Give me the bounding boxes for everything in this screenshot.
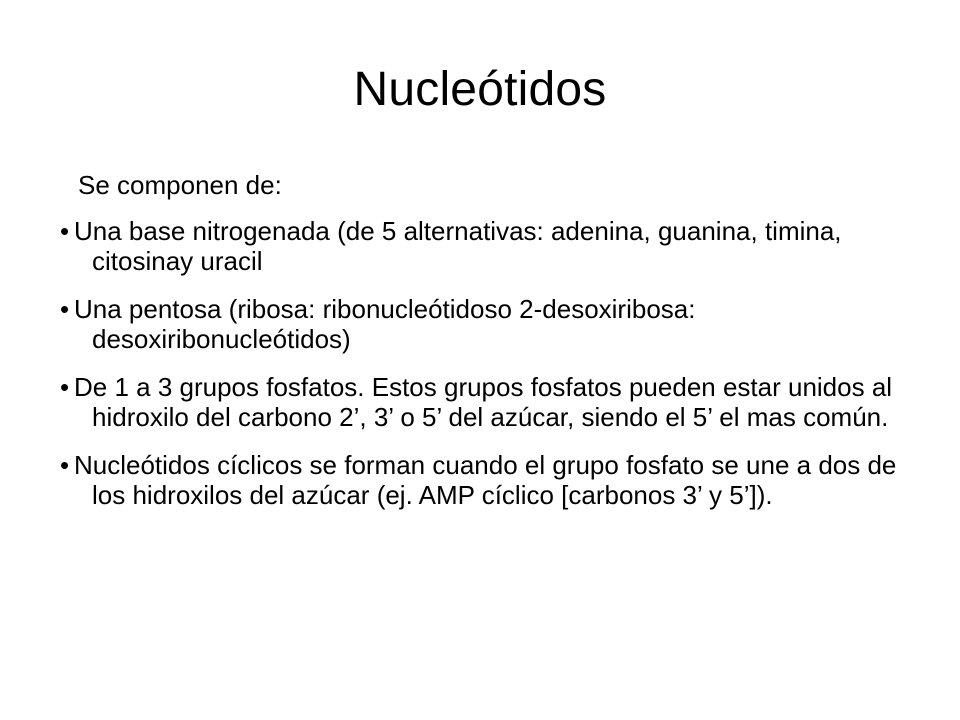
bullet-text: Una pentosa (ribosa: ribonucleótidoso 2-desoxiribosa: desoxiribonucleótidos) — [74, 294, 696, 354]
bullet-item-base — [60, 216, 920, 276]
bullet-marker-icon: • — [60, 450, 70, 480]
bullet-item-cyclic — [60, 450, 920, 510]
bullet-item-phosphates — [60, 372, 920, 432]
slide-title: Nucleótidos — [353, 63, 607, 116]
bullet-item-pentose — [60, 294, 920, 354]
intro-text: Se componen de: — [78, 170, 282, 200]
bullet-text: Nucleótidos cíclicos se forman cuando el grupo fosfato se une a dos de los hidroxilos del azúcar (ej. AMP cíclico [carbonos 3’ y 5’]). — [74, 450, 897, 510]
bullet-marker-icon: • — [60, 372, 70, 402]
bullet-text: Una base nitrogenada (de 5 alternativas: adenina, guanina, timina, citosinay uracil — [74, 216, 842, 276]
bullet-text: De 1 a 3 grupos fosfatos. Estos grupos fosfatos pueden estar unidos al hidroxilo del carbono 2’, 3’ o 5’ del azúcar, siendo el 5’ el mas común. — [74, 372, 893, 432]
bullet-marker-icon: • — [60, 216, 70, 246]
slide-content — [60, 170, 920, 528]
bullet-marker-icon: • — [60, 294, 70, 324]
